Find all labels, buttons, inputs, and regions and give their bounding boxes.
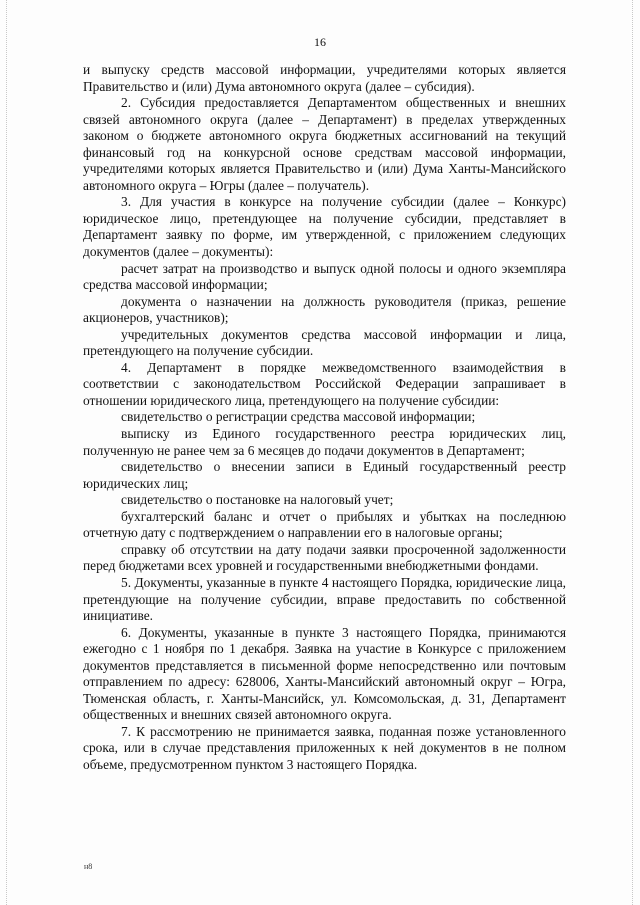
document-body — [83, 62, 566, 774]
paragraph-list-item: выписку из Единого государственного реестра юридических лиц, полученную не ранее чем за 6 месяцев до подачи документов в Департамент; — [83, 426, 566, 458]
paragraph-continuation: и выпуску средств массовой информации, учредителями которых является Правительство и (или) Дума автономного округа (далее – субсидия). — [83, 62, 566, 94]
paragraph-list-item: документа о назначении на должность руководителя (приказ, решение акционеров, участников); — [83, 293, 566, 326]
scan-edge-right — [632, 0, 634, 905]
paragraph-item-7: 7. К рассмотрению не принимается заявка, поданная позже установленного срока, или в случае представления приложенных к ней документов в не полном объеме, предусмотренном пунктом 3 настоящего Порядка. — [83, 723, 566, 772]
paragraph-list-item: учредительных документов средства массовой информации и лица, претендующего на получение субсидии. — [83, 326, 566, 359]
paragraph-list-item: свидетельство о постановке на налоговый учет; — [121, 492, 394, 508]
paragraph-item-5: 5. Документы, указанные в пункте 4 настоящего Порядка, юридические лица, претендующие на получение субсидии, вправе предоставить по собственной инициативе. — [83, 574, 566, 624]
paragraph-list-item: бухгалтерский баланс и отчет о прибылях и убытках на последнюю отчетную дату с подтверждением о направлении его в налоговые органы; — [83, 508, 566, 541]
page-number: 16 — [314, 35, 326, 49]
paragraph-item-3: 3. Для участия в конкурсе на получение субсидии (далее – Конкурс) юридическое лицо, претендующее на получение субсидии, представляет в Департамент заявку по форме, им утвержденной, с приложением следующих документов (далее – документы): — [83, 194, 566, 260]
paragraph-item-4: 4. Департамент в порядке межведомственного взаимодействия в соответствии с законодательством Российской Федерации запрашивает в отношении юридического лица, претендующего на получение субсидии: — [83, 359, 566, 408]
paragraph-item-2: 2. Субсидия предоставляется Департаментом общественных и внешних связей автономного округа (далее – Департамент) в пределах утвержденных законом о бюджете автономного округа бюджетных ассигнований на текущий финансовый год на конкурсной основе средствам массовой информации, учредителями которых является Правительство и (или) Дума Ханты-Мансийского автономного округа – Югры (далее – получатель). — [83, 95, 566, 193]
paragraph-item-6: 6. Документы, указанные в пункте 3 настоящего Порядка, принимаются ежегодно с 1 ноября по 1 декабря. Заявка на участие в Конкурсе с приложением документов представляется в письменной форме непосредственно или почтовым отправлением по адресу: 628006, Ханты-Мансийский автономный округ – Югра, Тюменская область, г. Ханты-Мансийск, ул. Комсомольская, д. 31, Департамент общественных и внешних связей автономного округа. — [83, 624, 566, 723]
paragraph-list-item: справку об отсутствии на дату подачи заявки просроченной задолженности перед бюджетами всех уровней и государственными внебюджетными фондами. — [83, 541, 566, 574]
footer-mark: н8 — [84, 862, 93, 871]
paragraph-list-item: свидетельство о внесении записи в Единый государственный реестр юридических лиц; — [83, 459, 566, 491]
paragraph-list-item: свидетельство о регистрации средства массовой информации; — [121, 409, 476, 425]
paragraph-list-item: расчет затрат на производство и выпуск одной полосы и одного экземпляра средства массовой информации; — [83, 260, 566, 293]
scan-edge-left — [6, 0, 8, 905]
